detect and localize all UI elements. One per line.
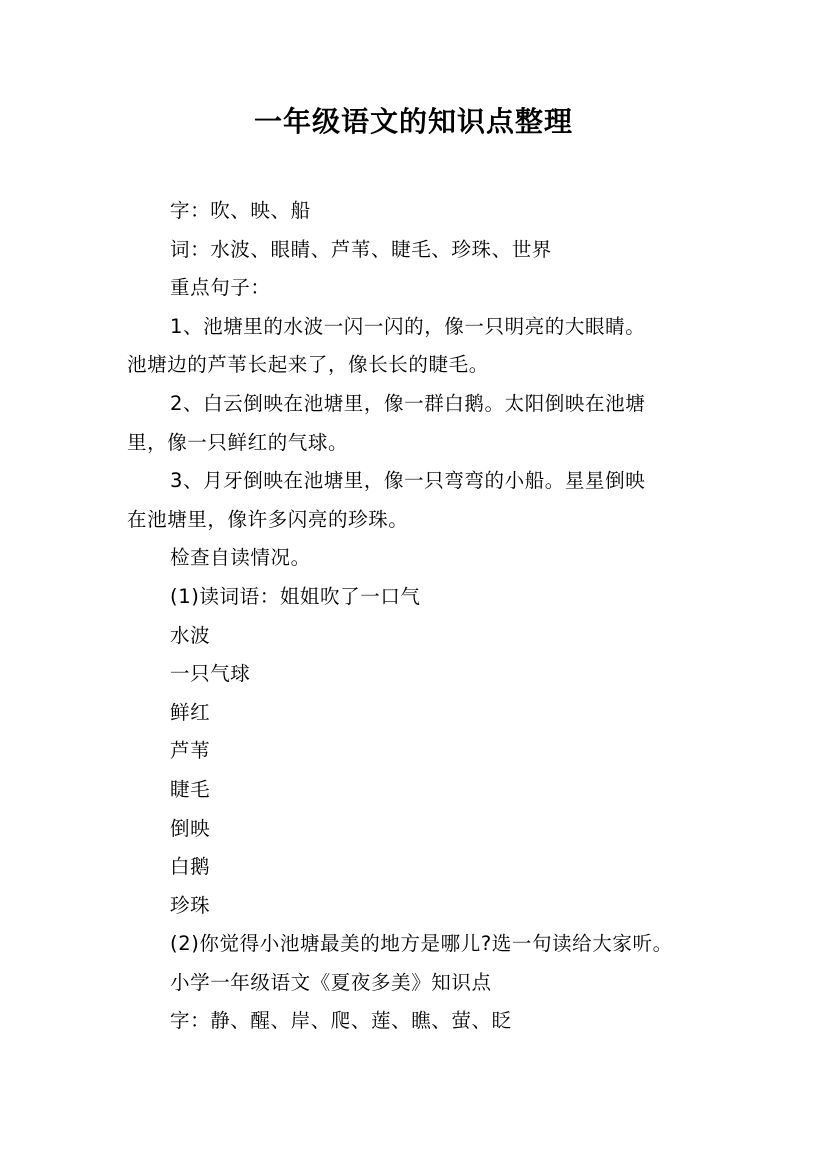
paragraph-line: (1)读词语：姐姐吹了一口气 xyxy=(170,584,421,608)
paragraph-line: 字：静、醒、岸、爬、莲、瞧、萤、眨 xyxy=(170,1009,512,1033)
document-title: 一年级语文的知识点整理 xyxy=(253,105,573,138)
paragraph-line: 倒映 xyxy=(170,816,211,840)
paragraph-line: 白鹅 xyxy=(170,855,211,879)
paragraph-line: 里，像一只鲜红的气球。 xyxy=(127,430,349,454)
paragraph-line: 在池塘里，像许多闪亮的珍珠。 xyxy=(127,507,409,531)
paragraph-line: 重点句子： xyxy=(170,276,271,300)
paragraph-line: 字：吹、映、船 xyxy=(170,199,311,222)
paragraph-line: 一只气球 xyxy=(170,662,251,686)
paragraph-line: 珍珠 xyxy=(170,893,211,917)
paragraph-line: 芦苇 xyxy=(170,739,211,763)
paragraph-line: 词：水波、眼睛、芦苇、睫毛、珍珠、世界 xyxy=(170,237,552,261)
document-body xyxy=(127,192,712,1041)
paragraph-line: 鲜红 xyxy=(170,700,211,724)
paragraph-line: 3、月牙倒映在池塘里，像一只弯弯的小船。星星倒映 xyxy=(170,469,646,493)
paragraph-line: (2)你觉得小池塘最美的地方是哪儿?选一句读给大家听。 xyxy=(170,932,673,956)
paragraph-line: 检查自读情况。 xyxy=(170,546,311,570)
paragraph-line: 小学一年级语文《夏夜多美》知识点 xyxy=(170,970,492,994)
paragraph-line: 睫毛 xyxy=(170,777,211,801)
paragraph-line: 水波 xyxy=(170,623,211,647)
paragraph-line: 1、池塘里的水波一闪一闪的，像一只明亮的大眼睛。 xyxy=(170,314,646,338)
paragraph-line: 2、白云倒映在池塘里，像一群白鹅。太阳倒映在池塘 xyxy=(170,391,646,415)
paragraph-line: 池塘边的芦苇长起来了，像长长的睫毛。 xyxy=(127,353,489,377)
